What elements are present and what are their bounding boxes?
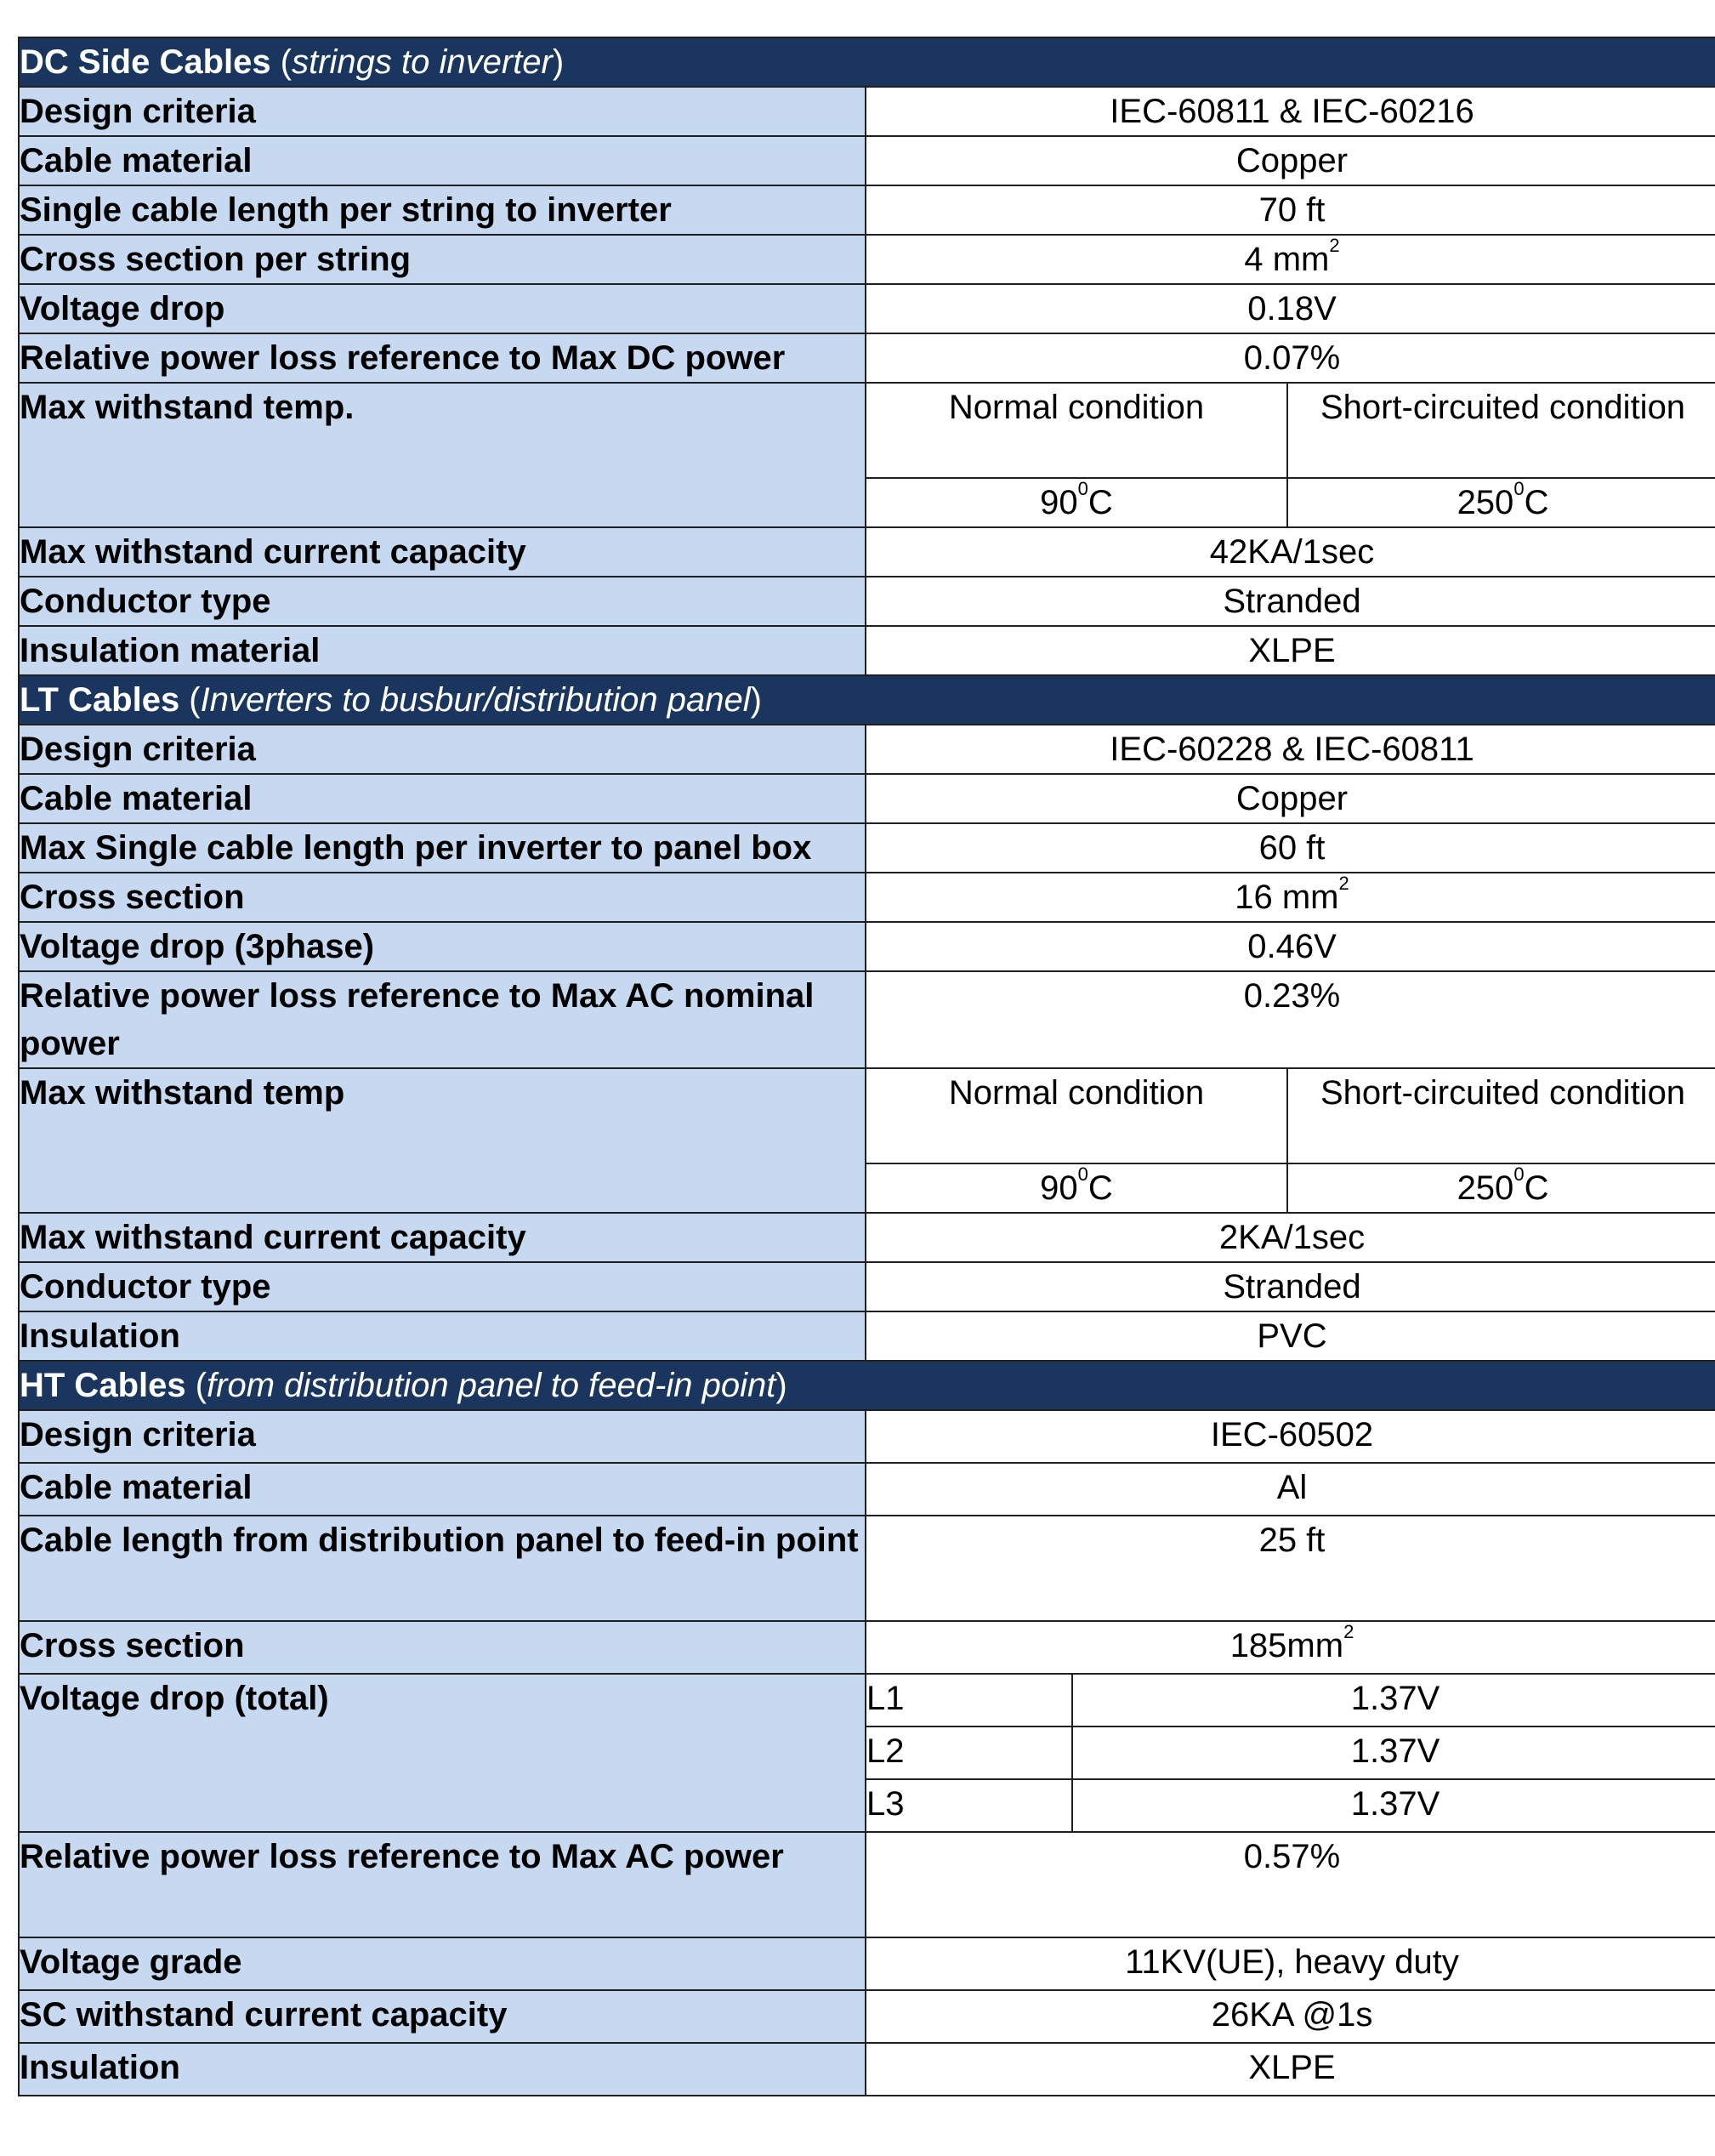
row-label: Max withstand temp. — [19, 383, 866, 527]
value-unit: C — [1087, 484, 1113, 521]
value-number: 90 — [1040, 484, 1078, 521]
value-text: 185mm — [1229, 1627, 1344, 1664]
section-title: LT Cables — [20, 681, 180, 719]
table-row — [19, 1937, 1715, 1990]
section-subtitle: from distribution panel to feed-in point — [207, 1367, 776, 1404]
row-label: Cable material — [19, 1463, 866, 1516]
table-row — [19, 725, 1715, 774]
table-row — [19, 185, 1715, 235]
table-row — [19, 1621, 1715, 1674]
row-value: IEC-60228 & IEC-60811 — [866, 725, 1715, 774]
row-value: 26KA @1s — [866, 1990, 1715, 2043]
table-row — [19, 136, 1715, 185]
row-value: Copper — [866, 136, 1715, 185]
row-value: 42KA/1sec — [866, 527, 1715, 577]
table-row — [19, 284, 1715, 333]
normal-condition-value — [866, 1163, 1287, 1213]
table-row — [19, 1213, 1715, 1262]
section-subtitle: strings to inverter — [292, 43, 553, 81]
row-label: Cable material — [19, 136, 866, 185]
table-row — [19, 626, 1715, 675]
table-row — [19, 383, 1715, 478]
row-value — [866, 235, 1715, 284]
row-value: IEC-60502 — [866, 1410, 1715, 1463]
value-text: 16 mm — [1235, 879, 1339, 916]
section-title: DC Side Cables — [20, 43, 271, 81]
row-label: Max withstand current capacity — [19, 1213, 866, 1262]
table-row — [19, 1516, 1715, 1621]
table-row — [19, 823, 1715, 873]
short-circuit-condition-label: Short-circuited condition — [1287, 383, 1715, 478]
row-label: Voltage drop (total) — [19, 1674, 866, 1832]
section-title: HT Cables — [20, 1367, 186, 1404]
row-label: Conductor type — [19, 577, 866, 626]
row-label: Cross section — [19, 873, 866, 922]
row-label: Max withstand temp — [19, 1068, 866, 1213]
row-label: Design criteria — [19, 725, 866, 774]
row-value: XLPE — [866, 626, 1715, 675]
short-circuit-condition-label: Short-circuited condition — [1287, 1068, 1715, 1163]
value-unit: C — [1524, 484, 1549, 521]
table-row — [19, 922, 1715, 971]
superscript: 0 — [1077, 478, 1088, 499]
row-label: Insulation — [19, 2043, 866, 2096]
row-value: 60 ft — [866, 823, 1715, 873]
table-row — [19, 1262, 1715, 1311]
row-label: Relative power loss reference to Max DC power — [19, 333, 866, 383]
row-value: Copper — [866, 774, 1715, 823]
row-label: Relative power loss reference to Max AC nominal power — [19, 971, 866, 1068]
table-row — [19, 87, 1715, 136]
table-row — [19, 774, 1715, 823]
row-value: Stranded — [866, 577, 1715, 626]
row-label: Insulation material — [19, 626, 866, 675]
cable-spec-table — [18, 37, 1715, 2096]
value-number: 250 — [1457, 484, 1514, 521]
ht-section-header: HT Cables (from distribution panel to feed-in point) — [19, 1361, 1715, 1410]
short-circuit-condition-value — [1287, 478, 1715, 527]
table-row — [19, 235, 1715, 284]
table-row — [19, 1674, 1715, 1727]
superscript: 0 — [1513, 1163, 1525, 1185]
section-subtitle: Inverters to busbur/distribution panel — [200, 681, 751, 719]
superscript: 2 — [1338, 873, 1349, 894]
phase-name: L3 — [866, 1779, 1072, 1832]
table-row — [19, 873, 1715, 922]
row-value: Al — [866, 1463, 1715, 1516]
row-value: 2KA/1sec — [866, 1213, 1715, 1262]
row-label: Max Single cable length per inverter to panel box — [19, 823, 866, 873]
row-label: Conductor type — [19, 1262, 866, 1311]
table-row — [19, 1311, 1715, 1361]
table-row — [19, 971, 1715, 1068]
normal-condition-label: Normal condition — [866, 383, 1287, 478]
dc-section-header: DC Side Cables (strings to inverter) — [19, 37, 1715, 87]
row-value: 0.46V — [866, 922, 1715, 971]
row-label: Relative power loss reference to Max AC power — [19, 1832, 866, 1937]
value-text: 4 mm — [1244, 241, 1330, 278]
row-label: Voltage drop — [19, 284, 866, 333]
phase-value: 1.37V — [1072, 1727, 1715, 1779]
table-row — [19, 1990, 1715, 2043]
value-number: 250 — [1457, 1169, 1514, 1207]
row-label: Single cable length per string to inverter — [19, 185, 866, 235]
table-row — [19, 333, 1715, 383]
row-label: Design criteria — [19, 87, 866, 136]
row-label: Insulation — [19, 1311, 866, 1361]
phase-name: L1 — [866, 1674, 1072, 1727]
value-unit: C — [1087, 1169, 1113, 1207]
superscript: 0 — [1077, 1163, 1088, 1185]
superscript: 2 — [1329, 235, 1340, 256]
table-row — [19, 1068, 1715, 1163]
row-label: Voltage grade — [19, 1937, 866, 1990]
phase-name: L2 — [866, 1727, 1072, 1779]
short-circuit-condition-value — [1287, 1163, 1715, 1213]
row-label: Cable material — [19, 774, 866, 823]
row-value: 0.18V — [866, 284, 1715, 333]
table-row — [19, 1832, 1715, 1937]
table-row — [19, 1410, 1715, 1463]
row-value: 0.23% — [866, 971, 1715, 1068]
row-value: Stranded — [866, 1262, 1715, 1311]
table-row — [19, 527, 1715, 577]
normal-condition-value — [866, 478, 1287, 527]
superscript: 0 — [1513, 478, 1525, 499]
row-value: 0.57% — [866, 1832, 1715, 1937]
row-value: PVC — [866, 1311, 1715, 1361]
row-label: Cross section per string — [19, 235, 866, 284]
phase-value: 1.37V — [1072, 1674, 1715, 1727]
row-label: Cable length from distribution panel to feed-in point — [19, 1516, 866, 1621]
row-value: 70 ft — [866, 185, 1715, 235]
value-unit: C — [1524, 1169, 1549, 1207]
row-label: Max withstand current capacity — [19, 527, 866, 577]
table-row — [19, 1463, 1715, 1516]
row-value: 0.07% — [866, 333, 1715, 383]
row-value — [866, 873, 1715, 922]
row-value: IEC-60811 & IEC-60216 — [866, 87, 1715, 136]
value-number: 90 — [1040, 1169, 1078, 1207]
superscript: 2 — [1343, 1621, 1354, 1642]
row-label: SC withstand current capacity — [19, 1990, 866, 2043]
row-value — [866, 1621, 1715, 1674]
row-label: Cross section — [19, 1621, 866, 1674]
normal-condition-label: Normal condition — [866, 1068, 1287, 1163]
table-row — [19, 2043, 1715, 2096]
row-label: Voltage drop (3phase) — [19, 922, 866, 971]
row-value: XLPE — [866, 2043, 1715, 2096]
table-row — [19, 577, 1715, 626]
row-label: Design criteria — [19, 1410, 866, 1463]
row-value: 25 ft — [866, 1516, 1715, 1621]
row-value: 11KV(UE), heavy duty — [866, 1937, 1715, 1990]
phase-value: 1.37V — [1072, 1779, 1715, 1832]
lt-section-header: LT Cables (Inverters to busbur/distribution panel) — [19, 675, 1715, 725]
